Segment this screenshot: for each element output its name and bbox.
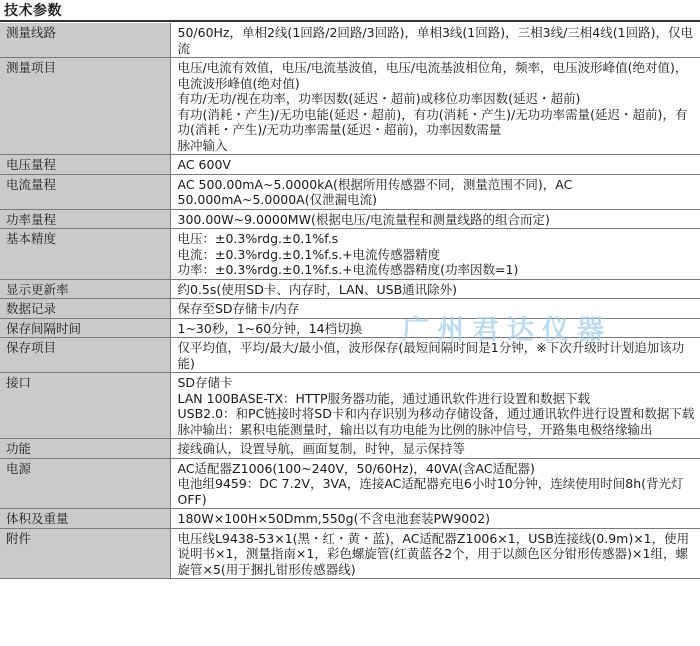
spec-value: [170, 229, 700, 280]
spec-value-line: LAN 100BASE-TX：HTTP服务器功能，通过通讯软件进行设置和数据下载: [177, 390, 590, 406]
spec-label: 测量线路: [0, 23, 170, 58]
spec-label: 保存项目: [0, 338, 170, 373]
spec-value-line: AC 500.00mA~5.0000kA(根据所用传感器不同，测量范围不同)，AC 50.000mA~5.0000A(仅泄漏电流): [177, 176, 573, 207]
spec-value-line: 1~30秒，1~60分钟，14档切换: [177, 320, 363, 336]
spec-value: [170, 58, 700, 155]
spec-row: [0, 373, 700, 439]
spec-row: [0, 318, 700, 338]
spec-row: [0, 229, 700, 280]
spec-label: 基本精度: [0, 229, 170, 280]
title-divider: [0, 20, 700, 22]
spec-label: 保存间隔时间: [0, 318, 170, 338]
spec-value-line: 电压：±0.3%rdg.±0.1%f.s: [177, 231, 339, 246]
spec-row: [0, 509, 700, 529]
spec-row: [0, 338, 700, 373]
spec-value-line: AC 600V: [177, 157, 231, 172]
spec-value-line: 50/60Hz，单相2线(1回路/2回路/3回路)，单相3线(1回路)，三相3线/三相4线(1回路)，仅电流: [177, 25, 693, 56]
spec-label: 电流量程: [0, 174, 170, 209]
spec-row: [0, 299, 700, 319]
spec-value: [170, 23, 700, 58]
spec-value: [170, 373, 700, 439]
spec-row: [0, 439, 700, 459]
spec-value: [170, 318, 700, 338]
spec-label: 附件: [0, 528, 170, 579]
spec-value-line: 电池组9459：DC 7.2V，3VA，连接AC适配器充电6小时10分钟，连续使用时间8h(背光灯OFF): [177, 476, 684, 507]
spec-value-line: SD存储卡: [177, 375, 233, 390]
spec-label: 测量项目: [0, 58, 170, 155]
spec-value-line: 有功/无功/视在功率，功率因数(延迟・超前)或移位功率因数(延迟・超前): [177, 91, 581, 106]
spec-label: 数据记录: [0, 299, 170, 319]
spec-value-line: 功率：±0.3%rdg.±0.1%f.s.+电流传感器精度(功率因数=1): [177, 262, 519, 277]
spec-value-line: 脉冲输入: [177, 137, 228, 153]
spec-value-line: AC适配器Z1006(100~240V，50/60Hz)，40VA(含AC适配器): [177, 460, 535, 476]
spec-row: [0, 528, 700, 579]
spec-value-line: 约0.5s(使用SD卡、内存时，LAN、USB通讯除外): [177, 281, 458, 297]
spec-value-line: 脉冲输出：累积电能测量时，输出以有功电能为比例的脉冲信号，开路集电极络缘输出: [177, 421, 653, 437]
spec-value-line: 180W×100H×50Dmm,550g(不含电池套装PW9002): [177, 511, 491, 526]
spec-label: 功率量程: [0, 209, 170, 229]
spec-label: 体积及重量: [0, 509, 170, 529]
spec-label: 显示更新率: [0, 279, 170, 299]
spec-row: [0, 58, 700, 155]
spec-value-line: 电压/电流有效值，电压/电流基波值，电压/电流基波相位角，频率，电压波形峰值(绝对值)，电流波形峰值(绝对值): [177, 60, 688, 91]
spec-value-line: 保存至SD存储卡/内存: [177, 301, 300, 316]
spec-value: [170, 279, 700, 299]
spec-value: [170, 458, 700, 509]
spec-row: [0, 174, 700, 209]
spec-value: [170, 174, 700, 209]
spec-table: [0, 23, 700, 579]
spec-table-body: [0, 23, 700, 579]
spec-value: [170, 299, 700, 319]
spec-row: [0, 458, 700, 509]
spec-value: [170, 528, 700, 579]
spec-label: 接口: [0, 373, 170, 439]
spec-value: [170, 209, 700, 229]
spec-value: [170, 155, 700, 175]
watermark: 广州君达仪器: [402, 315, 612, 346]
spec-row: [0, 279, 700, 299]
spec-row: [0, 23, 700, 58]
spec-value-line: USB2.0：和PC链接时将SD卡和内存识别为移动存储设备，通过通讯软件进行设置和数据下载: [177, 406, 695, 421]
spec-label: 电源: [0, 458, 170, 509]
spec-label: 功能: [0, 439, 170, 459]
spec-label: 电压量程: [0, 155, 170, 175]
page-title: 技术参数: [4, 3, 62, 19]
spec-value-line: 有功(消耗・产生)/无功电能(延迟・超前)，有功(消耗・产生)/无功功率需量(延迟・超前)，有功(消耗・产生)/无功功率需量(延迟・超前)，功率因数需量: [177, 106, 688, 137]
spec-row: [0, 155, 700, 175]
spec-value-line: 电压线L9438-53×1(黑・红・黄・蓝)，AC适配器Z1006×1，USB连接线(0.9m)×1，使用说明书×1，测量指南×1，彩色螺旋管(红黄蓝各2个，用于以颜色区分钳形传感器)×1组，螺旋管×5(用于捆扎钳形传感器线): [177, 530, 690, 577]
spec-row: [0, 209, 700, 229]
spec-value-line: 仅平均值，平均/最大/最小值，波形保存(最短间隔时间是1分钟，※下次升级时计划追加该功能): [177, 340, 685, 371]
spec-value-line: 电流：±0.3%rdg.±0.1%f.s.+电流传感器精度: [177, 246, 441, 262]
spec-value-line: 接线确认，设置导航，画面复制，时钟，显示保持等: [177, 441, 466, 456]
spec-value-line: 300.00W~9.0000MW(根据电压/电流量程和测量线路的组合而定): [177, 211, 550, 227]
spec-value: [170, 439, 700, 459]
spec-value: [170, 509, 700, 529]
spec-value: [170, 338, 700, 373]
